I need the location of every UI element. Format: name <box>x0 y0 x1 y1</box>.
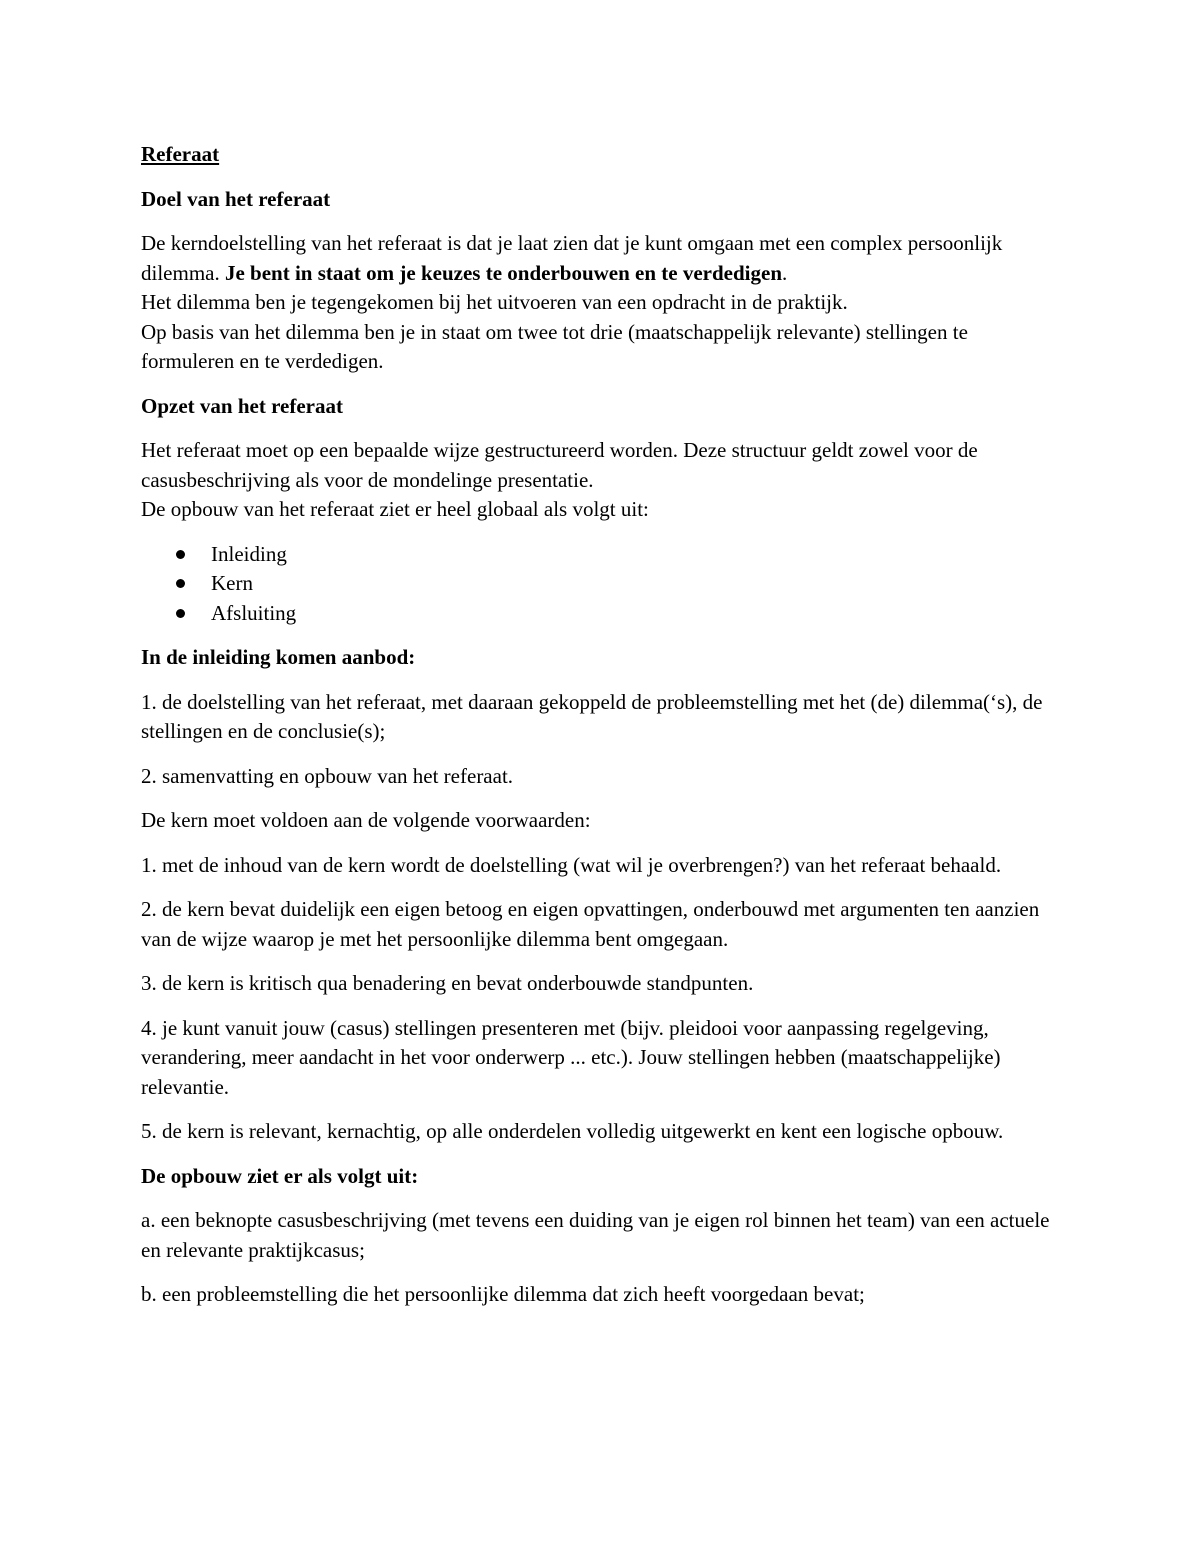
paragraph-doel-text: De kerndoelstelling van het referaat is dat je laat zien dat je kunt omgaan met een complex persoonlijk dilemma. <box>141 231 1003 285</box>
inleiding-item: 1. de doelstelling van het referaat, met daaraan gekoppeld de probleemstelling met het (de) dilemma(‘s), de stellingen en de conclusie(s); <box>141 689 1043 743</box>
document-page <box>141 140 1061 1325</box>
kern-item: 3. de kern is kritisch qua benadering en bevat onderbouwde standpunten. <box>141 971 754 995</box>
paragraph-dilemma: Het dilemma ben je tegengekomen bij het uitvoeren van een opdracht in de praktijk. <box>141 290 848 314</box>
document-title: Referaat <box>141 142 220 166</box>
paragraph-doel-end: . <box>782 260 788 285</box>
opbouw-item: b. een probleemstelling die het persoonlijke dilemma dat zich heeft voorgedaan bevat; <box>141 1282 865 1306</box>
paragraph-doel-bold: Je bent in staat om je keuzes te onderbouwen en te verdedigen <box>224 260 783 285</box>
bullet-list <box>141 540 1061 629</box>
paragraph-structuur: Het referaat moet op een bepaalde wijze gestructureerd worden. Deze structuur geldt zowel voor de casusbeschrijving als voor de mondelinge presentatie. <box>141 438 978 492</box>
heading-inleiding: In de inleiding komen aanbod: <box>141 645 416 669</box>
bullet-icon <box>176 609 185 618</box>
list-item-label: Afsluiting <box>211 600 297 625</box>
kern-item: 4. je kunt vanuit jouw (casus) stellingen presenteren met (bijv. pleidooi voor aanpassing regelgeving, verandering, meer aandacht in het voor onderwerp ... etc.). Jouw stellingen hebben (maatschappelijke) relevantie. <box>141 1015 1001 1099</box>
kern-item: 2. de kern bevat duidelijk een eigen betoog en eigen opvattingen, onderbouwd met argumenten ten aanzien van de wijze waarop je met het persoonlijke dilemma bent omgegaan. <box>141 897 1040 951</box>
list-item-label: Kern <box>211 571 253 595</box>
bullet-icon <box>176 550 185 559</box>
heading-opzet: Opzet van het referaat <box>141 393 343 418</box>
kern-item: 1. met de inhoud van de kern wordt de doelstelling (wat wil je overbrengen?) van het referaat behaald. <box>141 852 1002 877</box>
inleiding-item: 2. samenvatting en opbouw van het referaat. <box>141 763 514 788</box>
bullet-icon <box>176 579 185 588</box>
paragraph-stellingen: Op basis van het dilemma ben je in staat om twee tot drie (maatschappelijk relevante) stellingen te formuleren en te verdedigen. <box>141 319 968 373</box>
list-item <box>141 540 1061 570</box>
list-item <box>141 569 1061 599</box>
opbouw-item: a. een beknopte casusbeschrijving (met tevens een duiding van je eigen rol binnen het team) van een actuele en relevante praktijkcasus; <box>141 1208 1050 1262</box>
heading-doel: Doel van het referaat <box>141 186 331 211</box>
list-item-label: Inleiding <box>211 541 287 566</box>
kern-item: 5. de kern is relevant, kernachtig, op alle onderdelen volledig uitgewerkt en kent een logische opbouw. <box>141 1119 1004 1143</box>
paragraph-kern-intro: De kern moet voldoen aan de volgende voorwaarden: <box>141 808 591 832</box>
heading-opbouw: De opbouw ziet er als volgt uit: <box>141 1163 419 1188</box>
list-item <box>141 599 1061 629</box>
paragraph-opbouw-globaal: De opbouw van het referaat ziet er heel globaal als volgt uit: <box>141 497 649 521</box>
paragraph-doel <box>141 229 1061 288</box>
